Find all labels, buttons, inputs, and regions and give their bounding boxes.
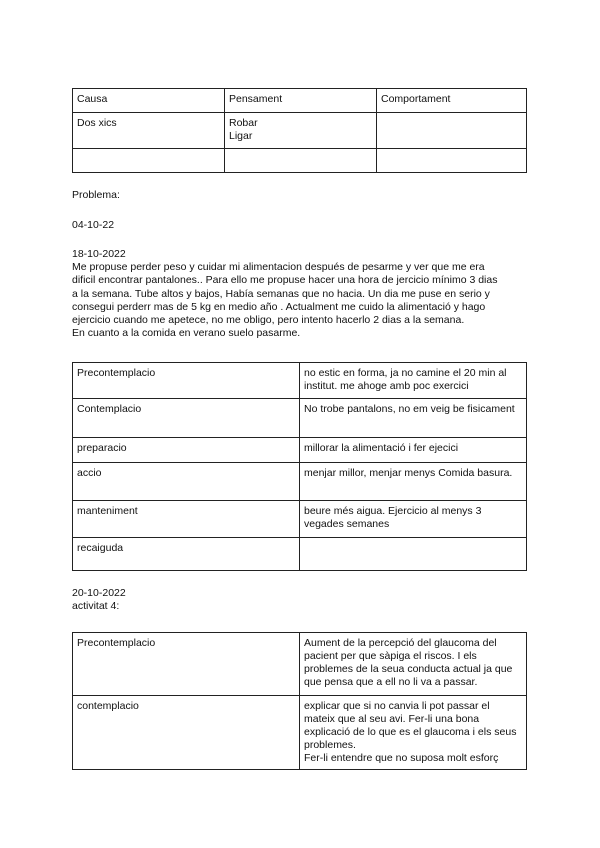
stage-cell: recaiguda [73,538,300,571]
paragraph-line: ejercicio cuando me apetece, no me obligo, pero intento hacerlo 2 dias a la semana. [72,314,465,327]
cell-line: Ligar [229,130,253,142]
table-cell [73,149,225,173]
table-row [73,696,527,770]
table-row [73,501,527,538]
date-label: 04-10-22 [72,219,115,231]
text-cell: no estic en forma, ja no camine el 20 min al institut. me ahoge amb poc exercici [300,363,527,399]
text-cell: Aument de la percepció del glaucoma del pacient per que sàpiga el riscos. I els problemes de la seua conducta actual ja que que pensa que a ell no li va a passar. [300,633,527,696]
activity-label: activitat 4: [72,600,120,612]
table-row [73,149,527,173]
paragraph-line: dificil encontrar pantalones.. Para ello me propuse hacer una hora de jercicio mínimo 3 dias [72,274,498,287]
date-label: 20-10-2022 [72,587,126,599]
table-row [73,463,527,501]
paragraph [72,261,497,341]
stage-cell: accio [73,463,300,501]
stage-cell: Precontemplacio [73,633,300,696]
text-cell: menjar millor, menjar menys Comida basura. [300,463,527,501]
table-cell [225,113,377,149]
cell-line: Robar [229,117,258,129]
table-row [73,538,527,571]
header-cell: Pensament [225,89,377,113]
table-cell [377,149,527,173]
text-cell: No trobe pantalons, no em veig be fisicament [300,399,527,438]
date-label: 18-10-2022 [72,248,126,260]
table-row [73,113,527,149]
text-cell: millorar la alimentació i fer ejecici [300,438,527,463]
paragraph-line: a la semana. Tube altos y bajos, Había semanas que no hacia. Un dia me puse en serio y [72,287,490,300]
causa-pensament-table [72,88,527,173]
table-header-row [73,89,527,113]
problema-label: Problema: [72,189,120,201]
paragraph-line: En cuanto a la comida en verano suelo pasarme. [72,327,301,340]
table-cell: Dos xics [73,113,225,149]
stage-cell: Contemplacio [73,399,300,438]
paragraph-line: consegui perderr mas de 5 kg en medio año . Actualment me cuido la alimentació y hago [72,300,486,313]
stage-cell: Precontemplacio [73,363,300,399]
header-cell: Causa [73,89,225,113]
table-cell [225,149,377,173]
table-row [73,438,527,463]
stage-cell: contemplacio [73,696,300,770]
stages-table [72,362,527,571]
paragraph-line: Me propuse perder peso y cuidar mi alimentacion después de pesarme y ver que me era [72,261,485,273]
table-row [73,363,527,399]
stage-cell: preparacio [73,438,300,463]
table-row [73,633,527,696]
text-cell: beure més aigua. Ejercicio al menys 3 vegades semanes [300,501,527,538]
cell-line: explicar que si no canvia li pot passar el mateix que al seu avi. Fer-li una bona explicació de lo que es el glaucoma i els seus problemes. [304,700,517,751]
table-cell [377,113,527,149]
activity-table [72,632,527,770]
cell-line: Fer-li entendre que no suposa molt esforç [304,752,499,764]
header-cell: Comportament [377,89,527,113]
table-row [73,399,527,438]
stage-cell: manteniment [73,501,300,538]
text-cell [300,538,527,571]
text-cell [300,696,527,770]
